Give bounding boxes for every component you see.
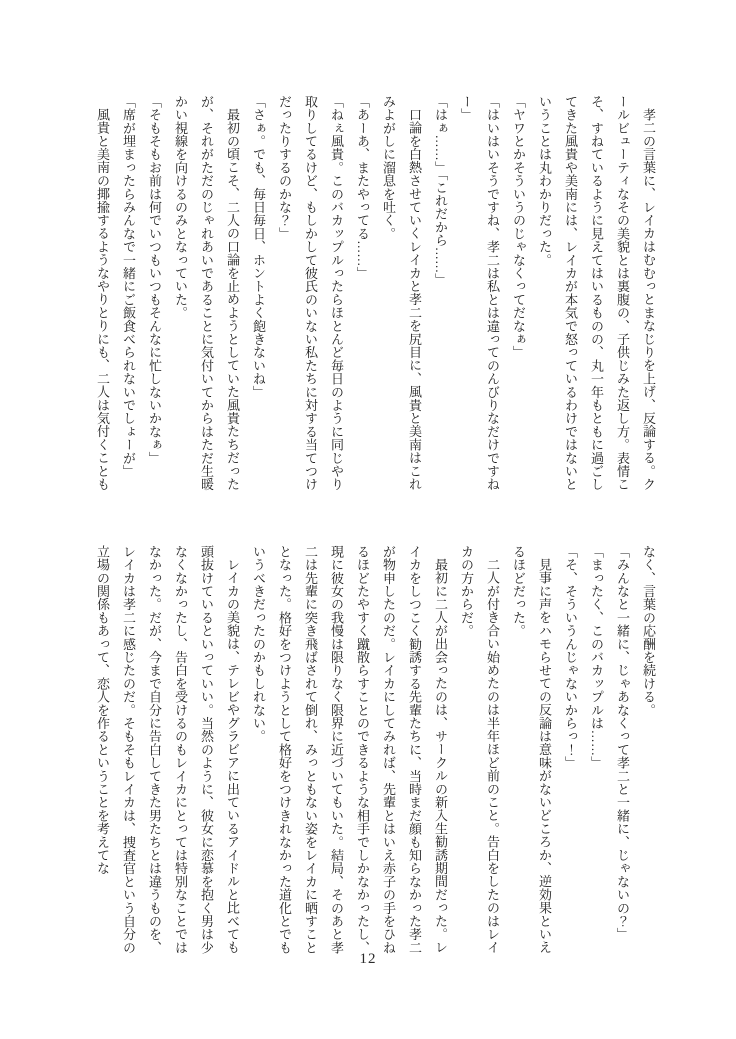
page-number: 12 (359, 951, 377, 967)
paragraph: 見事に声をハモらせての反論は意味がないどころか、逆効果といえるほどだった。 (511, 545, 552, 954)
paragraph: 最初に二人が出会ったのは、サークルの新入生勧誘期間だった。レイカをしつこく勧誘する先輩たちに、当時まだ顔も知らなかった孝二が物申したのだ。レイカにしてみれば、先輩とはいえ赤子の手をひねるほどたやすく蹴散らすことのできるような相手でしかなかったし、現に彼女の我慢は限りなく限界に近づいてもいた。結局、そのあと孝二は先輩に突き飛ばされて倒れ、みっともない姿をレイカに晒すこととなった。格好をつけようとして格好をつけきれなかった道化とでもいうべきだったのかもしれない。 (251, 545, 448, 955)
paragraph: 「はいはいそうですね、孝二は私とは違ってのんびりなだけですねー」 (459, 95, 500, 491)
text-block-bottom (85, 545, 661, 958)
paragraph: 「みんなと一緒に、じゃあなくって孝二と一緒に、じゃないの？」 (615, 545, 630, 941)
paragraph: 「そもそもお前は何でいつもいつもそんなに忙しないかなぁ」 (147, 95, 162, 465)
paragraph: 二人が付き合い始めたのは半年ほど前のこと。告白をしたのはレイカの方からだ。 (459, 545, 500, 954)
paragraph: 「あーあ、またやってる……」 (355, 95, 370, 280)
paragraph: 「さぁ。でも、毎日毎日、ホントよく飽きないね」 (251, 95, 266, 399)
paragraph: 口論を白熱させていくレイカと孝二を尻目に、風貴と美南はこれみよがしに溜息を吐く。 (381, 95, 422, 491)
paragraph: 「まったく、このバカップルは……」 (589, 545, 604, 770)
paragraph: 「はぁ……」「これだから……」 (433, 95, 448, 287)
paragraph: 「ヤワとかそういうのじゃなくってだなぁ」 (511, 95, 526, 359)
paragraph: 風貴と美南の揶揄するようなやりとりにも、二人は気付くことも (95, 108, 110, 491)
paragraph: なく、言葉の応酬を続ける。 (641, 545, 656, 717)
paragraph: 「ねぇ風貴。このバカップルったらほとんど毎日のように同じやり取りしてるけど、もしかして彼氏のいない私たちに対する当てつけだったりするのかな？」 (277, 95, 344, 491)
paragraph: 「席が埋まったらみんなで一緒にご飯食べられないでしょーが」 (121, 95, 136, 478)
paragraph: 最初の頃こそ、二人の口論を止めようとしていた風貴たちだったが、それがただのじゃれあいであることに気付いてからはただ生暖かい視線を向けるのみとなっていた。 (173, 95, 240, 491)
paragraph: レイカの美貌は、テレビやグラビアに出ているアイドルと比べても頭抜けているといっていい。当然のように、彼女に恋慕を抱く男は少なくなかったし、告白を受けるのもレイカにとっては特別なことではなかった。だが、今まで自分に告白してきた男たちとは違うものを、レイカは孝二に感じたのだ。そもそもレイカは、捜査官という自分の立場の関係もあって、恋人を作るということを考えてな (95, 545, 240, 955)
text-block-top (85, 95, 661, 495)
paragraph: 「そ、そういうんじゃないからっ！」 (563, 545, 578, 770)
paragraph: 孝二の言葉に、レイカはむむっとまなじりを上げ、反論する。クールビューティなその美貌とは裏腹の、子供じみた返し方。表情こそ、すねているように見えてはいるものの、丸一年もともに過ごしてきた風貴や美南には、レイカが本気で怒っているわけではないということは丸わかりだった。 (537, 95, 656, 491)
